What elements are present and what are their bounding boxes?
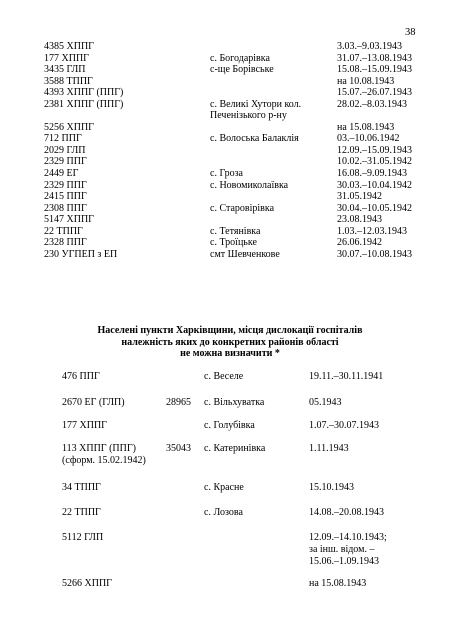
date-range: 15.08.–15.09.1943 (337, 64, 412, 76)
date-range: на 15.08.1943 (337, 121, 395, 133)
date-range: 30.07.–10.08.1943 (337, 248, 412, 260)
hospital-unit: 3435 ГЛП (44, 64, 86, 76)
date-range: 1.07.–30.07.1943 (309, 420, 379, 431)
location: смт Шевченкове (210, 248, 280, 260)
hospital-unit: 5266 ХППГ (62, 578, 112, 589)
location: с. Гроза (210, 168, 243, 180)
table-row (44, 156, 424, 168)
hospital-unit: 476 ППГ (62, 371, 100, 382)
date-note: за інш. відом. – (309, 544, 375, 555)
location: Печенізького р-ну (210, 110, 287, 122)
table-row (44, 237, 424, 249)
table-row (44, 99, 424, 111)
hospital-unit: 2329 ППГ (44, 179, 87, 191)
hospital-table-by-district (44, 41, 424, 260)
table-row (44, 203, 424, 215)
unit-formation-note: (сформ. 15.02.1942) (62, 455, 146, 466)
hospital-unit: 177 ХППГ (44, 52, 89, 64)
hospital-unit: 22 ТППГ (62, 507, 101, 518)
location: с. Вільхуватка (204, 397, 265, 408)
date-range: 12.09.–14.10.1943; (309, 532, 387, 543)
location: с. Катеринівка (204, 443, 266, 454)
table-row (44, 145, 424, 157)
date-range: 19.11.–30.11.1941 (309, 371, 384, 382)
hospital-unit: 5147 ХППГ (44, 214, 94, 226)
hospital-unit: 2328 ППГ (44, 237, 87, 249)
location: с. Голубівка (204, 420, 255, 431)
location: с. Новомиколаївка (210, 179, 289, 191)
table-row (44, 53, 424, 65)
hospital-unit: 22 ТППГ (44, 225, 83, 237)
date-range: 23.08.1943 (337, 214, 382, 226)
date-range: 03.–10.06.1942 (337, 133, 400, 145)
date-range: 3.03.–9.03.1943 (337, 41, 402, 52)
date-range: на 15.08.1943 (309, 578, 367, 589)
table-row (44, 76, 424, 88)
table-row (44, 249, 424, 261)
table-row (44, 64, 424, 76)
location: с. Богодарівка (210, 52, 270, 64)
date-range: 12.09.–15.09.1943 (337, 144, 412, 156)
table-row (44, 133, 424, 145)
date-range: 15.07.–26.07.1943 (337, 87, 412, 99)
location: с. Лозова (204, 507, 243, 518)
location: с. Троїцьке (210, 237, 257, 249)
hospital-unit: 3588 ТППГ (44, 75, 93, 87)
hospital-unit: 230 УГПЕП з ЕП (44, 248, 118, 260)
heading-line-3: не можна визначити * (180, 348, 280, 359)
location: с. Красне (204, 482, 244, 493)
location: с. Волоська Балаклія (210, 133, 299, 145)
date-range: 26.06.1942 (337, 237, 382, 249)
date-range: на 10.08.1943 (337, 75, 395, 87)
location: с-ще Борівське (210, 64, 274, 76)
hospital-unit: 5256 ХППГ (44, 121, 94, 133)
hospital-unit: 4393 ХППГ (ППГ) (44, 87, 124, 99)
date-alt-range: 15.06.–1.09.1943 (309, 556, 379, 567)
date-range: 05.1943 (309, 397, 342, 408)
table-row (44, 110, 424, 122)
table-row (44, 87, 424, 99)
date-range: 31.05.1942 (337, 191, 382, 203)
hospital-unit: 2381 ХППГ (ППГ) (44, 98, 124, 110)
hospital-unit: 2308 ППГ (44, 202, 87, 214)
hospital-unit: 2329 ППГ (44, 156, 87, 168)
hospital-unit: 712 ППГ (44, 133, 82, 145)
table-row (44, 191, 424, 203)
hospital-unit: 2029 ГЛП (44, 144, 86, 156)
field-post-code: 35043 (166, 443, 191, 454)
date-range: 16.08.–9.09.1943 (337, 168, 407, 180)
hospital-unit: 113 ХППГ (ППГ) (62, 443, 136, 454)
table-row (44, 180, 424, 192)
hospital-unit: 2415 ППГ (44, 191, 87, 203)
hospital-unit: 2670 ЕГ (ГЛП) (62, 397, 125, 408)
heading-line-2: належність яких до конкретних районів області (121, 336, 339, 348)
table-row (44, 41, 424, 53)
hospital-unit: 4385 ХППГ (44, 41, 94, 52)
location: с. Веселе (204, 371, 244, 382)
section-heading (60, 325, 400, 360)
location: с. Великі Хутори кол. (210, 98, 302, 110)
table-row (44, 122, 424, 134)
date-range: 10.02.–31.05.1942 (337, 156, 412, 168)
hospital-unit: 177 ХППГ (62, 420, 107, 431)
location: с. Тетянівка (210, 225, 261, 237)
page-number: 38 (405, 27, 416, 38)
table-row (44, 168, 424, 180)
table-row (44, 226, 424, 238)
date-range: 30.03.–10.04.1942 (337, 179, 412, 191)
date-range: 1.03.–12.03.1943 (337, 225, 407, 237)
date-range: 31.07.–13.08.1943 (337, 52, 412, 64)
hospital-unit: 5112 ГЛП (62, 532, 104, 543)
date-range: 14.08.–20.08.1943 (309, 507, 384, 518)
hospital-unit: 34 ТППГ (62, 482, 101, 493)
heading-line-1: Населені пункти Харківщини, місця дислокації госпіталів (97, 325, 363, 336)
date-range: 1.11.1943 (309, 443, 349, 454)
table-row (44, 214, 424, 226)
hospital-unit: 2449 ЕГ (44, 168, 79, 180)
date-range: 28.02.–8.03.1943 (337, 98, 407, 110)
date-range: 30.04.–10.05.1942 (337, 202, 412, 214)
field-post-code: 28965 (166, 397, 191, 408)
date-range: 15.10.1943 (309, 482, 354, 493)
location: с. Старовірівка (210, 202, 275, 214)
